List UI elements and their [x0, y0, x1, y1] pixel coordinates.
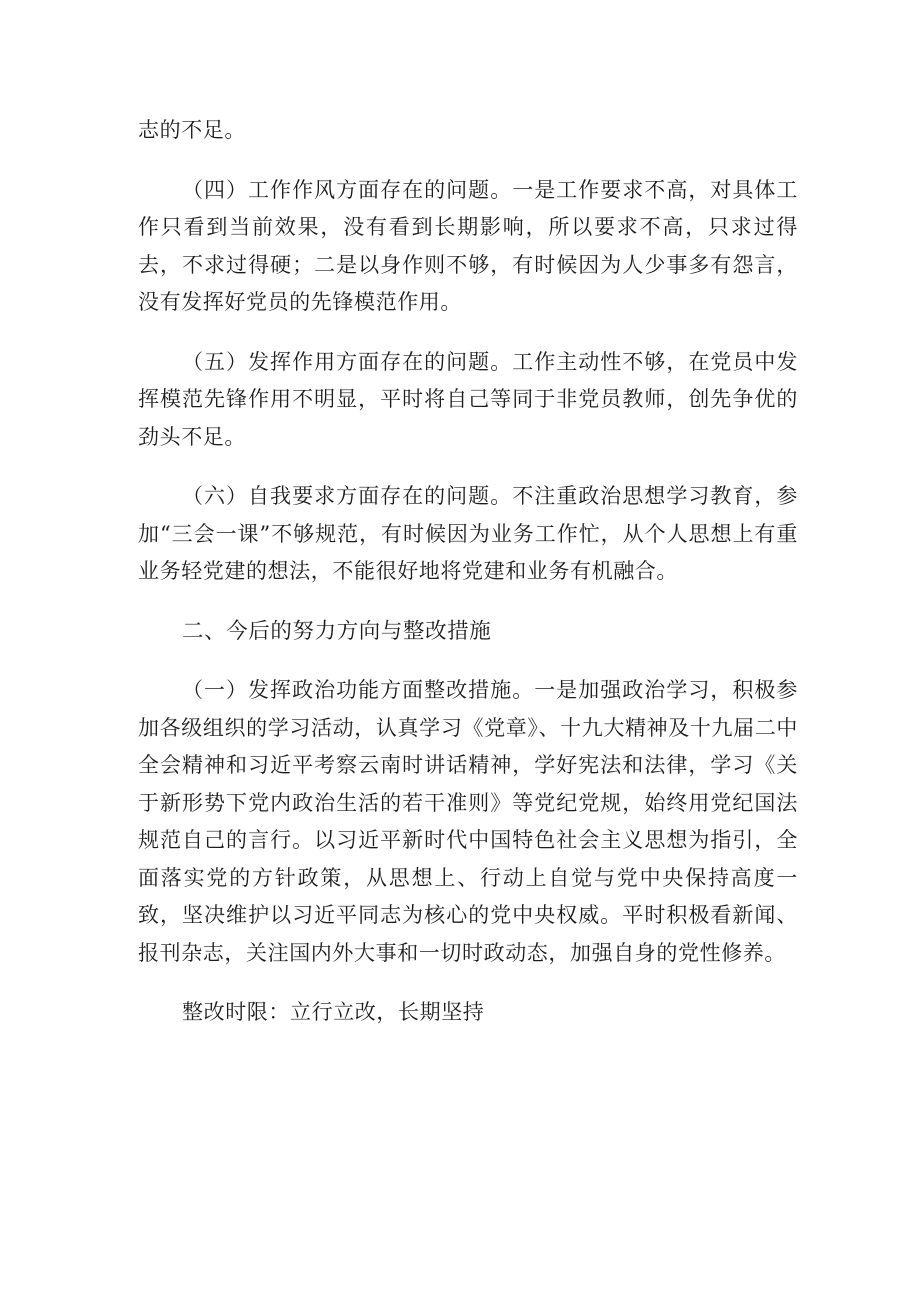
rectification-time-limit: 整改时限：立行立改，长期坚持 [182, 1000, 485, 1024]
paragraph-role-playing: （五）发挥作用方面存在的问题。工作主动性不够，在党员中发挥模范先锋作用不明显，平时将自己等同于非党员教师，创先争优的劲头不足。 [138, 349, 798, 449]
section-heading: 二、今后的努力方向与整改措施 [182, 618, 492, 644]
paragraph-gap [138, 972, 798, 994]
paragraph-work-style: （四）工作作风方面存在的问题。一是工作要求不高，对具体工作只看到当前效果，没有看到长期影响，所以要求不高，只求过得去，不求过得硬；二是以身作则不够，有时候因为人少事多有怨言，没有发挥好党员的先锋模范作用。 [138, 177, 798, 314]
paragraph-political-function: （一）发挥政治功能方面整改措施。一是加强政治学习，积极参加各级组织的学习活动，认真学习《党章》、十九大精神及十九届二中全会精神和习近平考察云南时讲话精神，学好宪法和法律，学习《关于新形势下党内政治生活的若干准则》等党纪党规，始终用党纪国法规范自己的言行。以习近平新时代中国特色社会主义思想为指引，全面落实党的方针政策，从思想上、行动上自觉与党中央保持高度一致，坚决维护以习近平同志为核心的党中央权威。平时积极看新闻、报刊杂志，关注国内外大事和一切时政动态，加强自身的党性修养。 [138, 678, 798, 965]
paragraph-continuation: 志的不足。 [138, 118, 246, 142]
paragraph-gap [138, 650, 798, 672]
paragraph-self-requirement: （六）自我要求方面存在的问题。不注重政治思想学习教育，参加“三会一课”不够规范，有时候因为业务工作忙，从个人思想上有重业务轻党建的想法，不能很好地将党建和业务有机融合。 [138, 484, 798, 583]
document-body [138, 112, 798, 1032]
paragraph-gap [138, 150, 798, 172]
paragraph-gap [138, 456, 798, 478]
paragraph-gap [138, 322, 798, 344]
paragraph-gap [138, 591, 798, 613]
